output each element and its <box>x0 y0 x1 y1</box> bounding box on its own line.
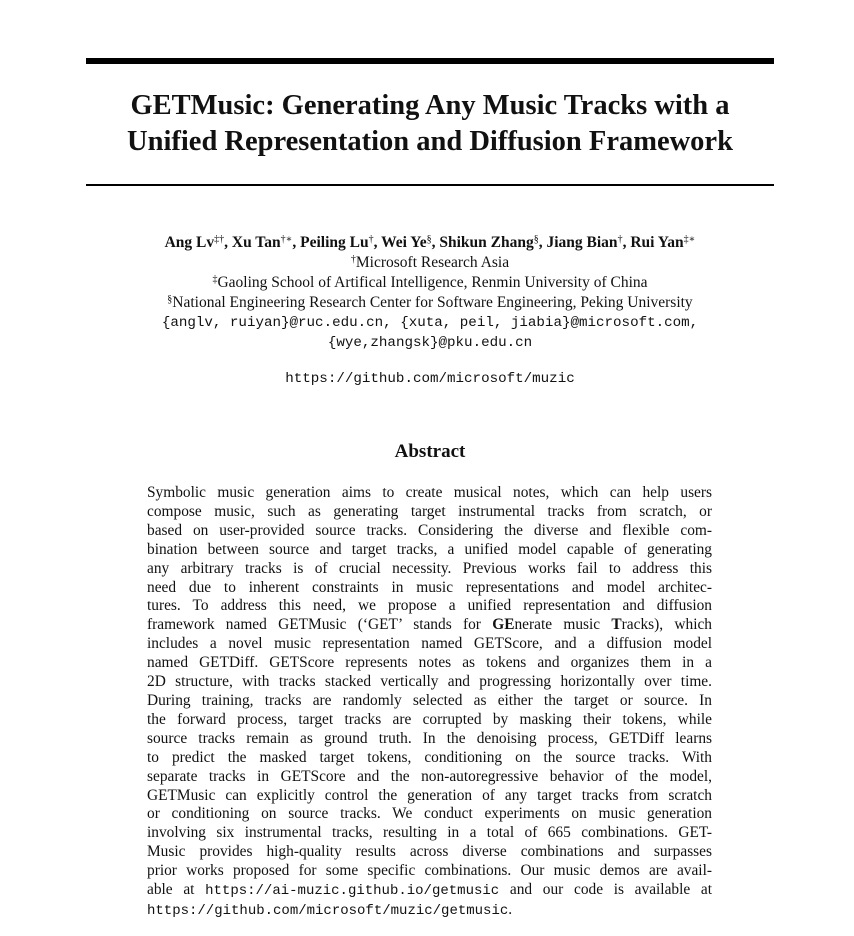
abstract-body <box>147 484 712 921</box>
abstract-line: the forward process, target tracks are corrupted by masking their tokens, while <box>147 710 712 728</box>
author-mark: § <box>426 234 432 245</box>
abstract-line: need due to inherent constraints in music representations and model architec- <box>147 578 712 596</box>
abstract-line: tures. To address this need, we propose a unified representation and diffusion <box>147 597 712 615</box>
abstract-text: . <box>508 900 513 918</box>
abstract-line <box>147 616 712 635</box>
abstract-line: bination between source and target tracks, a unified model capable of generating <box>147 540 712 558</box>
abstract-line: prior works proposed for some specific combinations. Our music demos are avail- <box>147 862 712 880</box>
code-link[interactable]: https://github.com/microsoft/muzic/getmusic <box>147 902 509 919</box>
affiliation <box>60 273 800 293</box>
abstract-text: framework named GETMusic (‘GET’ stands for <box>147 616 493 634</box>
author-mark: ‡∗ <box>683 234 696 245</box>
author-block <box>60 233 800 353</box>
abstract-text: and our code is available at <box>499 881 713 899</box>
author-name: Shikun Zhang <box>439 234 534 251</box>
abstract-text: able at <box>147 881 206 899</box>
title-line-1: GETMusic: Generating Any Music Tracks with a <box>130 90 730 121</box>
author-emails-line-2: {wye,zhangsk}@pku.edu.cn <box>327 335 533 351</box>
abstract-text: racks), which <box>621 616 712 634</box>
author-name: Ang Lv <box>164 234 215 251</box>
abstract-line: any arbitrary tracks is of crucial necessity. Previous works fail to address this <box>147 559 712 577</box>
title-line-2: Unified Representation and Diffusion Framework <box>127 126 733 157</box>
abstract-line: named GETDiff. GETScore represents notes as tokens and organizes them in a <box>147 654 712 672</box>
abstract-line: Symbolic music generation aims to create musical notes, which can help users <box>147 484 712 501</box>
abstract-line: 2D structure, with tracks stacked vertically and progressing horizontally over time. <box>147 673 712 691</box>
abstract-line: or conditioning on source tracks. We conduct experiments on music generation <box>147 805 712 823</box>
repository-link[interactable]: https://github.com/microsoft/muzic <box>285 371 575 387</box>
author-mark: † <box>368 234 374 245</box>
affiliation <box>60 293 800 313</box>
abstract-line: Music provides high-quality results across diverse combinations and surpasses <box>147 843 712 861</box>
abstract-line: compose music, such as generating target instrumental tracks from scratch, or <box>147 502 712 520</box>
abstract-line: based on user-provided source tracks. Considering the diverse and flexible com- <box>147 521 712 539</box>
affiliation <box>60 253 800 273</box>
abstract-bold-text: T <box>611 616 622 634</box>
abstract-heading: Abstract <box>394 441 466 462</box>
author-name: Jiang Bian <box>546 234 618 251</box>
affiliation-text: Microsoft Research Asia <box>355 254 510 271</box>
abstract-text: nerate music <box>514 616 612 634</box>
top-rule <box>86 58 774 64</box>
abstract-line: source tracks remain as ground truth. In the denoising process, GETDiff learns <box>147 729 712 747</box>
author-names: Ang Lv‡†, Xu Tan†∗, Peiling Lu†, Wei Ye§, Shikun Zhang§, Jiang Bian†, Rui Yan‡∗ <box>164 234 696 251</box>
abstract-line: GETMusic can explicitly control the generation of any target tracks from scratch <box>147 786 712 804</box>
demo-link[interactable]: https://ai-muzic.github.io/getmusic <box>205 883 500 900</box>
author-mark: † <box>617 234 623 245</box>
affiliation-mark: † <box>350 254 356 265</box>
affiliation-mark: ‡ <box>212 274 218 285</box>
author-name: Xu Tan <box>231 234 281 251</box>
author-emails-line-1: {anglv, ruiyan}@ruc.edu.cn, {xuta, peil, jiabia}@microsoft.com, <box>161 315 699 331</box>
abstract-line: to predict the masked target tokens, conditioning on the source tracks. With <box>147 748 712 766</box>
author-mark: § <box>533 234 539 245</box>
affiliation-text: National Engineering Research Center for Software Engineering, Peking University <box>172 294 693 311</box>
abstract-line <box>147 881 712 901</box>
affiliation-text: Gaoling School of Artifical Intelligence, Renmin University of China <box>217 274 648 291</box>
author-name: Rui Yan <box>630 234 684 251</box>
author-name: Wei Ye <box>381 234 427 251</box>
abstract-bold-text: GE <box>492 616 515 634</box>
title-bottom-rule <box>86 184 774 186</box>
affiliation-mark: § <box>167 294 173 305</box>
author-mark: †∗ <box>280 234 293 245</box>
abstract-line <box>147 901 712 921</box>
abstract-line: involving six instrumental tracks, resulting in a total of 665 combinations. GET- <box>147 824 712 842</box>
abstract-line: During training, tracks are randomly selected as either the target or source. In <box>147 691 712 709</box>
author-name: Peiling Lu <box>300 234 369 251</box>
abstract-line: includes a novel music representation named GETScore, and a diffusion model <box>147 635 712 653</box>
paper-title <box>86 88 774 160</box>
abstract-line: separate tracks in GETScore and the non-autoregressive behavior of the model, <box>147 767 712 785</box>
author-mark: ‡† <box>214 234 225 245</box>
